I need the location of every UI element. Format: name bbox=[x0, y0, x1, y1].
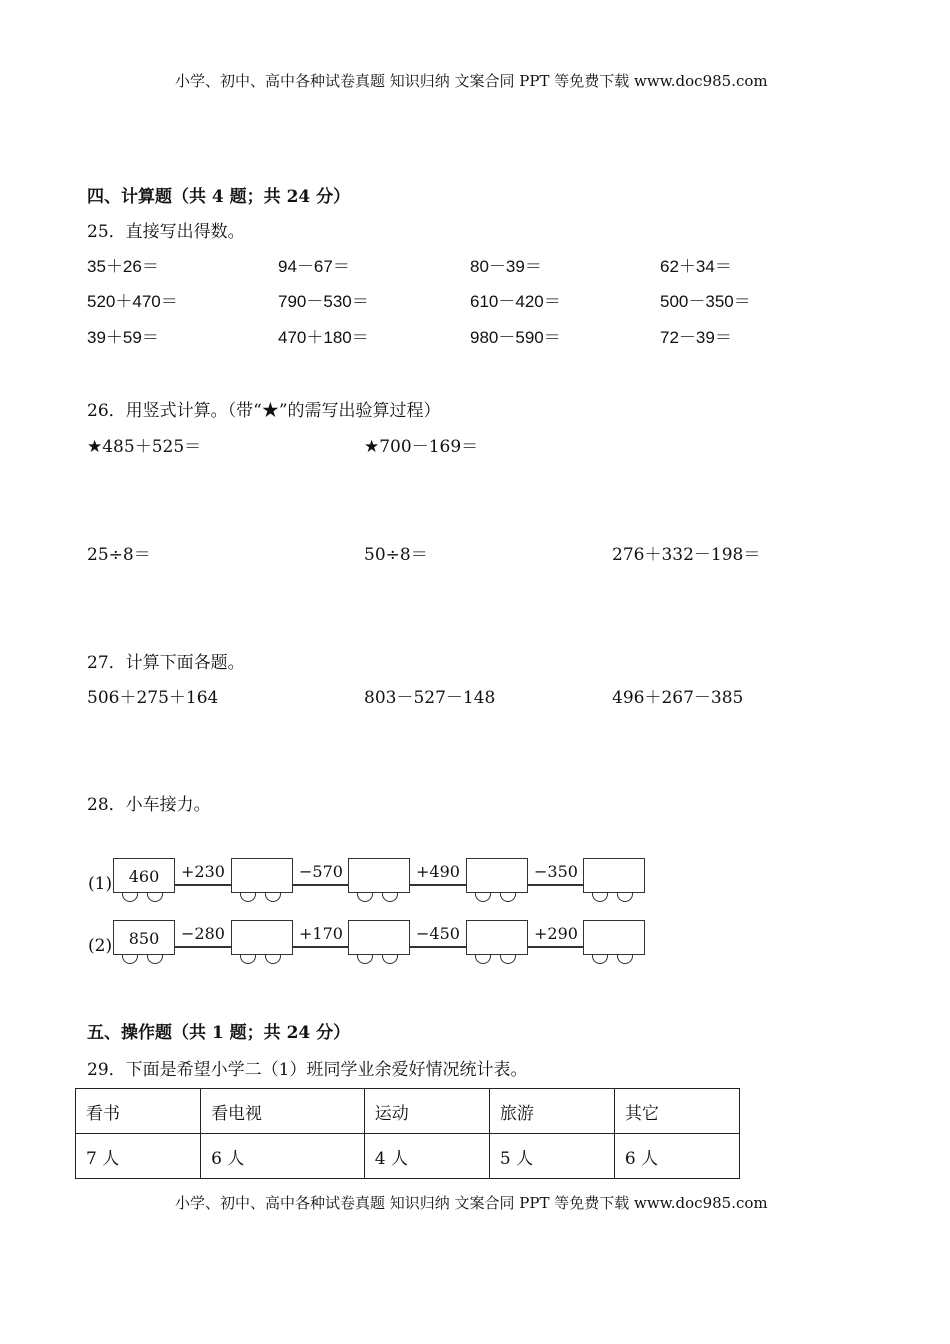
oral-calc-item: 520＋470＝ bbox=[87, 292, 178, 311]
oral-calc-item: 80－39＝ bbox=[470, 257, 542, 276]
oral-calc-item: 35＋26＝ bbox=[87, 257, 159, 276]
table-cell: 6 人 bbox=[201, 1134, 365, 1179]
table-header-cell: 运动 bbox=[364, 1089, 489, 1134]
answer-car[interactable] bbox=[231, 920, 293, 955]
answer-car[interactable] bbox=[466, 858, 528, 893]
operation-label: −350 bbox=[534, 862, 578, 881]
operation-label: +230 bbox=[181, 862, 225, 881]
wheel-icon bbox=[475, 955, 491, 964]
wheel-icon bbox=[617, 955, 633, 964]
answer-car[interactable] bbox=[583, 858, 645, 893]
oral-calc-item: 610－420＝ bbox=[470, 292, 561, 311]
q28-title: 28．小车接力。 bbox=[87, 795, 211, 815]
wheel-icon bbox=[382, 893, 398, 902]
table-cell: 4 人 bbox=[364, 1134, 489, 1179]
operation-label: +490 bbox=[416, 862, 460, 881]
connector bbox=[410, 884, 466, 886]
section-4-heading: 四、计算题（共 4 题；共 24 分） bbox=[87, 187, 351, 207]
operation-label: −280 bbox=[181, 924, 225, 943]
operation-label: −450 bbox=[416, 924, 460, 943]
connector bbox=[293, 884, 348, 886]
q29-title: 29．下面是希望小学二（1）班同学业余爱好情况统计表。 bbox=[87, 1060, 528, 1080]
wheel-icon bbox=[592, 955, 608, 964]
q27-item: 496＋267－385 bbox=[612, 688, 744, 708]
q26-item: ★485＋525＝ bbox=[87, 437, 202, 457]
q26-item: 50÷8＝ bbox=[364, 545, 428, 565]
table-header-row bbox=[76, 1089, 740, 1134]
oral-calc-item: 62＋34＝ bbox=[660, 257, 732, 276]
q27-title: 27．计算下面各题。 bbox=[87, 653, 245, 673]
table-cell: 5 人 bbox=[489, 1134, 614, 1179]
answer-car[interactable] bbox=[231, 858, 293, 893]
connector bbox=[293, 946, 348, 948]
q27-item: 506＋275＋164 bbox=[87, 688, 219, 708]
page-footer: 小学、初中、高中各种试卷真题 知识归纳 文案合同 PPT 等免费下载 www.doc985.com bbox=[175, 1194, 768, 1212]
start-car: 850 bbox=[113, 920, 175, 955]
oral-calc-item: 94－67＝ bbox=[278, 257, 350, 276]
operation-label: +170 bbox=[299, 924, 343, 943]
connector bbox=[528, 946, 583, 948]
wheel-icon bbox=[500, 955, 516, 964]
oral-calc-item: 500－350＝ bbox=[660, 292, 751, 311]
connector bbox=[410, 946, 466, 948]
wheel-icon bbox=[500, 893, 516, 902]
section-5-heading: 五、操作题（共 1 题；共 24 分） bbox=[87, 1023, 351, 1043]
answer-car[interactable] bbox=[583, 920, 645, 955]
connector bbox=[528, 884, 583, 886]
wheel-icon bbox=[240, 893, 256, 902]
wheel-icon bbox=[475, 893, 491, 902]
wheel-icon bbox=[592, 893, 608, 902]
row-label: (2) bbox=[88, 936, 113, 956]
wheel-icon bbox=[382, 955, 398, 964]
wheel-icon bbox=[265, 893, 281, 902]
wheel-icon bbox=[147, 955, 163, 964]
wheel-icon bbox=[240, 955, 256, 964]
wheel-icon bbox=[122, 955, 138, 964]
q27-item: 803－527－148 bbox=[364, 688, 496, 708]
answer-car[interactable] bbox=[466, 920, 528, 955]
q26-item: 276＋332－198＝ bbox=[612, 545, 761, 565]
oral-calc-item: 72－39＝ bbox=[660, 328, 732, 347]
table-header-cell: 旅游 bbox=[489, 1089, 614, 1134]
answer-car[interactable] bbox=[348, 920, 410, 955]
wheel-icon bbox=[357, 893, 373, 902]
wheel-icon bbox=[147, 893, 163, 902]
table-cell: 7 人 bbox=[76, 1134, 201, 1179]
q26-item: 25÷8＝ bbox=[87, 545, 151, 565]
operation-label: −570 bbox=[299, 862, 343, 881]
q25-title: 25．直接写出得数。 bbox=[87, 222, 245, 242]
wheel-icon bbox=[122, 893, 138, 902]
q26-title: 26．用竖式计算。（带“★”的需写出验算过程） bbox=[87, 401, 441, 421]
wheel-icon bbox=[265, 955, 281, 964]
table-row bbox=[76, 1134, 740, 1179]
table-header-cell: 看电视 bbox=[201, 1089, 365, 1134]
answer-car[interactable] bbox=[348, 858, 410, 893]
table-cell: 6 人 bbox=[614, 1134, 739, 1179]
oral-calc-item: 980－590＝ bbox=[470, 328, 561, 347]
table-header-cell: 看书 bbox=[76, 1089, 201, 1134]
q26-item: ★700－169＝ bbox=[364, 437, 479, 457]
table-header-cell: 其它 bbox=[614, 1089, 739, 1134]
start-car: 460 bbox=[113, 858, 175, 893]
wheel-icon bbox=[357, 955, 373, 964]
hobby-table bbox=[75, 1088, 740, 1179]
wheel-icon bbox=[617, 893, 633, 902]
oral-calc-item: 470＋180＝ bbox=[278, 328, 369, 347]
oral-calc-item: 39＋59＝ bbox=[87, 328, 159, 347]
oral-calc-item: 790－530＝ bbox=[278, 292, 369, 311]
operation-label: +290 bbox=[534, 924, 578, 943]
connector bbox=[175, 884, 231, 886]
page-header: 小学、初中、高中各种试卷真题 知识归纳 文案合同 PPT 等免费下载 www.doc985.com bbox=[175, 72, 768, 90]
connector bbox=[175, 946, 231, 948]
row-label: (1) bbox=[88, 874, 113, 894]
